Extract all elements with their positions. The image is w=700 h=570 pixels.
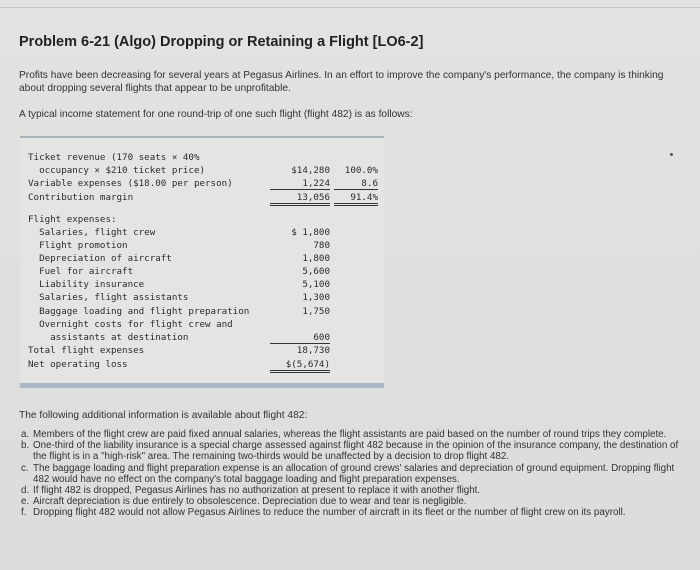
statement-amount: 1,224	[270, 178, 330, 190]
info-item-marker: b.	[21, 440, 30, 452]
statement-row	[20, 152, 384, 165]
info-item	[21, 485, 689, 496]
statement-amount: $14,280	[291, 165, 330, 176]
statement-amount: $(5,674)	[270, 359, 330, 373]
statement-row	[20, 292, 384, 305]
statement-row	[20, 253, 384, 266]
statement-row	[20, 192, 384, 205]
statement-percent: 100.0%	[344, 165, 378, 176]
statement-label: assistants at destination	[28, 332, 189, 343]
info-item-marker: c.	[21, 462, 29, 474]
statement-amount: 18,730	[296, 345, 330, 356]
statement-row	[20, 227, 384, 240]
cursor-dot	[670, 153, 673, 156]
statement-amount: 1,800	[302, 253, 330, 264]
additional-info-list	[21, 429, 689, 519]
statement-label: Overnight costs for flight crew and	[28, 319, 233, 330]
info-item	[21, 429, 689, 440]
info-item-marker: e.	[21, 496, 30, 508]
info-item-text: Aircraft depreciation is due entirely to obsolescence. Depreciation due to wear and tear is negligible.	[33, 496, 467, 508]
statement-row	[20, 178, 384, 191]
info-item	[21, 507, 689, 518]
info-item-text: Dropping flight 482 would not allow Pegasus Airlines to reduce the number of aircraft in its fleet or the number of flight crew on its payroll.	[33, 507, 626, 519]
info-item-marker: d.	[21, 485, 30, 497]
statement-lead-text: A typical income statement for one round-trip of one such flight (flight 482) is as follows:	[19, 109, 413, 120]
statement-label: Liability insurance	[28, 279, 145, 290]
income-statement	[20, 136, 384, 388]
statement-label: Flight expenses:	[28, 214, 117, 225]
statement-amount: 1,750	[302, 306, 330, 317]
statement-label: Baggage loading and flight preparation	[28, 306, 250, 317]
info-item	[21, 463, 689, 485]
intro-paragraph: Profits have been decreasing for several years at Pegasus Airlines. In an effort to improve the company's performance, the company is thinking about dropping several flights that appear to be unprofitable.	[19, 70, 664, 94]
info-item-text: If flight 482 is dropped, Pegasus Airlines has no authorization at present to replace it with another flight.	[33, 485, 481, 497]
statement-label: Contribution margin	[28, 192, 134, 203]
additional-info-title: The following additional information is available about flight 482:	[19, 410, 308, 421]
statement-row	[20, 345, 384, 358]
statement-label: Salaries, flight crew	[28, 227, 156, 238]
statement-label: Depreciation of aircraft	[28, 253, 172, 264]
statement-row	[20, 240, 384, 253]
statement-row	[20, 306, 384, 319]
info-item-text: Members of the flight crew are paid fixed annual salaries, whereas the flight assistants are paid based on the number of round trips they complete.	[33, 429, 667, 440]
statement-row	[20, 214, 384, 227]
statement-label: Salaries, flight assistants	[28, 292, 189, 303]
statement-row	[20, 359, 384, 372]
info-item-text: The baggage loading and flight preparation expense is an allocation of ground crews' salaries and depreciation of ground equipment. Dropping flight 482 would have no effect on the company's total baggage loading and flight preparation expenses.	[33, 462, 675, 485]
statement-label: occupancy × $210 ticket price)	[28, 165, 206, 176]
statement-bottom-bar	[20, 383, 384, 388]
statement-label: Net operating loss	[28, 359, 128, 370]
statement-row	[20, 279, 384, 292]
statement-amount: 5,600	[302, 266, 330, 277]
statement-amount: 780	[313, 240, 330, 251]
info-item	[21, 496, 689, 507]
statement-row	[20, 266, 384, 279]
problem-title: Problem 6-21 (Algo) Dropping or Retaining a Flight [LO6-2]	[19, 34, 424, 50]
statement-amount: 13,056	[270, 192, 330, 206]
statement-label: Ticket revenue (170 seats × 40%	[28, 152, 200, 163]
statement-label: Fuel for aircraft	[28, 266, 134, 277]
info-item-marker: a.	[21, 429, 30, 440]
statement-percent: 91.4%	[334, 192, 378, 206]
statement-label: Variable expenses ($18.00 per person)	[28, 178, 233, 189]
statement-row	[20, 332, 384, 345]
statement-percent: 8.6	[334, 178, 378, 190]
info-item-text: One-third of the liability insurance is a special charge assessed against flight 482 because in the opinion of the insurance company, the destination of the flight is in a "high-risk" area. The remaining two-thirds would be unaffected by a decision to drop flight 482.	[33, 440, 679, 463]
info-item-marker: f.	[21, 507, 27, 519]
statement-amount: 5,100	[302, 279, 330, 290]
top-divider	[0, 7, 700, 8]
statement-row	[20, 165, 384, 178]
statement-label: Flight promotion	[28, 240, 128, 251]
statement-amount: 600	[270, 332, 330, 344]
info-item	[21, 440, 689, 462]
statement-amount: 1,300	[302, 292, 330, 303]
statement-row	[20, 319, 384, 332]
statement-label: Total flight expenses	[28, 345, 145, 356]
statement-amount: $ 1,800	[291, 227, 330, 238]
